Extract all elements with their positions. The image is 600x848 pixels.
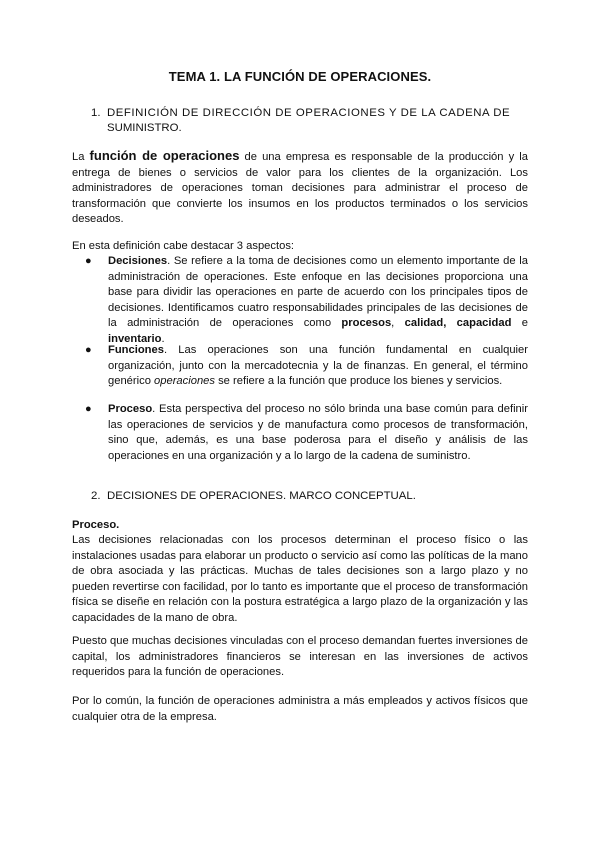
proceso-paragraph-2: Puesto que muchas decisiones vinculadas con el proceso demandan fuertes inversiones de capital, los administradores financieros se interesan en las inversiones de activos requeridos para la función de operaciones. (72, 635, 528, 679)
keyword-calidad-capacidad: calidad, capacidad (404, 317, 512, 330)
proceso-paragraph-3: Por lo común, la función de operaciones administra a más empleados y activos físicos que cualquier otra de la empresa. (72, 695, 528, 723)
page-title: TEMA 1. LA FUNCIÓN DE OPERACIONES. (168, 69, 432, 84)
separator: e (511, 317, 528, 330)
intro-lead: La (72, 151, 90, 163)
bullet-text-end: se refiere a la función que produce los bienes y servicios. (214, 375, 503, 388)
bullet-text: . Esta perspectiva del proceso no sólo brinda una base común para definir las operaciones de servicios y de manufactura como procesos de transformación, sino que, además, es una base poderosa para el diseño y análisis de las operaciones en una organización y a lo largo de la cadena de suministro. (108, 403, 528, 462)
keyword-inventario: inventario (108, 332, 162, 345)
bullet-text: . Las operaciones son una función fundamental en cualquier organización, junto con la mercadotecnia y la de finanzas. En general, el término genérico (108, 344, 528, 388)
intro-term: función de operaciones (89, 148, 240, 163)
proceso-heading: Proceso. (72, 519, 120, 531)
list-item (72, 402, 528, 464)
proceso-paragraph-1: Las decisiones relacionadas con los procesos determinan el proceso físico o las instalaciones usadas para elaborar un producto o servicio así como las políticas de la mano de obra asociada y las prácticas. Muchas de tales decisiones son a largo plazo y no pueden revertirse con facilidad, por lo tanto es importante que el proceso de transformación física se diseñe en relación con la postura estratégica a largo plazo de la organización y las capacidades de la mano de obra. (72, 534, 528, 624)
aspects-list-3 (72, 402, 528, 464)
aspects-list (72, 254, 528, 348)
list-item (72, 343, 528, 390)
aspects-intro: En esta definición cabe destacar 3 aspectos: (72, 240, 295, 252)
bullet-icon: ● (85, 255, 92, 267)
intro-rest: de una empresa es responsable de la producción y la entrega de bienes o servicios de valor para los clientes de la organización. Los administradores de operaciones toman decisiones para administrar el proceso de transformación que convierte los insumos en los productos terminados o los servicios deseados. (72, 151, 528, 226)
section-1-title-line1: DEFINICIÓN DE DIRECCIÓN DE OPERACIONES Y DE LA CADENA DE (107, 107, 511, 119)
list-item (72, 254, 528, 348)
section-2-number: 2. (91, 490, 101, 502)
bullet-label-decisiones: Decisiones (108, 255, 168, 267)
intro-paragraph (72, 148, 528, 228)
bullet-label-funciones: Funciones (108, 344, 164, 356)
section-1-title-line2: SUMINISTRO. (107, 122, 182, 134)
aspects-list-2 (72, 343, 528, 390)
bullet-icon: ● (85, 403, 92, 415)
italic-term: operaciones (154, 375, 215, 388)
section-1-number: 1. (91, 107, 101, 119)
separator: , (391, 317, 405, 330)
section-2-heading (91, 489, 531, 504)
bullet-label-proceso: Proceso (108, 403, 153, 415)
period: . (161, 332, 165, 345)
bullet-text: . Se refiere a la toma de decisiones como un elemento importante de la administración de operaciones. Este enfoque en las decisiones proporciona una base para dividir las operaciones en parte de acuerdo con los principales tipos de decisiones. Identificamos cuatro responsabilidades principales de las decisiones de la administración de operaciones como (108, 255, 528, 330)
keyword-procesos: procesos (341, 317, 392, 330)
section-1-heading (91, 106, 531, 136)
bullet-icon: ● (85, 344, 92, 356)
section-2-title: DECISIONES DE OPERACIONES. MARCO CONCEPTUAL. (107, 490, 416, 502)
